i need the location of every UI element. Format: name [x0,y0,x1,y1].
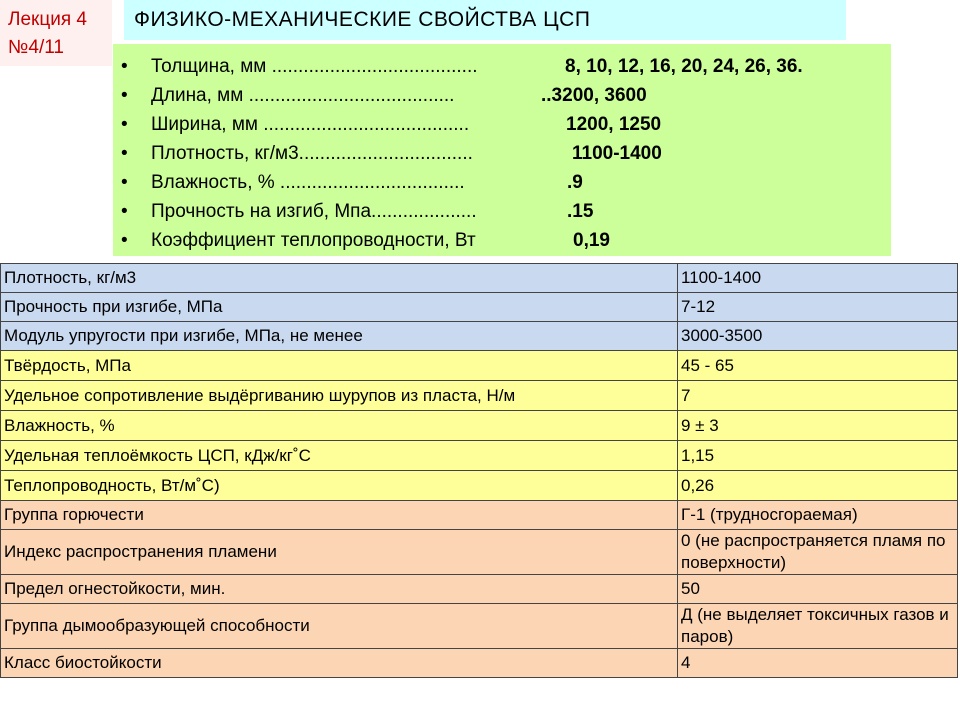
property-label: Коэффициент теплопроводности, Вт [151,230,476,251]
bullet-icon: • [121,230,128,251]
list-item [113,168,891,197]
list-item [113,226,891,255]
table-row [1,411,958,441]
table-cell-name: Прочность при изгибе, МПа [1,293,678,322]
property-value: .15 [567,201,594,222]
bullet-icon: • [121,114,128,135]
table-row [1,471,958,501]
table-cell-value: 1100-1400 [678,264,958,293]
property-label: Влажность, % ................................... [151,172,465,193]
table-row [1,604,958,649]
properties-list [113,44,891,256]
table-cell-value: 4 [678,649,958,678]
property-value: 1200, 1250 [566,114,662,135]
table-row [1,501,958,530]
list-item [113,139,891,168]
bullet-icon: • [121,56,128,77]
bullet-icon: • [121,143,128,164]
table-cell-name: Удельное сопротивление выдёргиванию шурупов из пласта, Н/м [1,381,678,411]
property-value: .9 [567,172,583,193]
table-cell-name: Класс биостойкости [1,649,678,678]
table-cell-value: 0 (не распространяется пламя по поверхности) [678,530,958,575]
properties-table [0,263,958,678]
property-label: Длина, мм ....................................... [151,85,455,106]
table-cell-value: Д (не выделяет токсичных газов и паров) [678,604,958,649]
table-cell-name: Группа дымообразующей способности [1,604,678,649]
bullet-icon: • [121,172,128,193]
table-cell-name: Модуль упругости при изгибе, МПа, не менее [1,322,678,351]
table-row [1,530,958,575]
table-row [1,575,958,604]
table-cell-name: Группа горючести [1,501,678,530]
lecture-number: Лекция 4 [8,9,87,30]
property-label: Плотность, кг/м3................................. [151,143,473,164]
table-cell-value: 3000-3500 [678,322,958,351]
table-cell-name: Индекс распространения пламени [1,530,678,575]
table-cell-value: 0,26 [678,471,958,501]
table-cell-name: Влажность, % [1,411,678,441]
table-row [1,293,958,322]
table-row [1,441,958,471]
table-cell-name: Теплопроводность, Вт/м˚С) [1,471,678,501]
table-row [1,264,958,293]
table-row [1,351,958,381]
lecture-label [0,0,112,66]
list-item [113,52,891,81]
bullet-icon: • [121,85,128,106]
list-item [113,110,891,139]
table-cell-value: 7-12 [678,293,958,322]
table-cell-name: Плотность, кг/м3 [1,264,678,293]
property-value: 0,19 [573,230,610,251]
slide-number: №4/11 [8,37,64,58]
table-row [1,381,958,411]
table-cell-value: 45 - 65 [678,351,958,381]
table-row [1,322,958,351]
slide-title: ФИЗИКО-МЕХАНИЧЕСКИЕ СВОЙСТВА ЦСП [124,0,846,40]
table-cell-name: Удельная теплоёмкость ЦСП, кДж/кг˚С [1,441,678,471]
table-cell-value: 7 [678,381,958,411]
bullet-icon: • [121,201,128,222]
table-cell-name: Твёрдость, МПа [1,351,678,381]
property-label: Прочность на изгиб, Мпа.................... [151,201,477,222]
table-cell-name: Предел огнестойкости, мин. [1,575,678,604]
property-value: 1100-1400 [572,143,662,164]
table-row [1,649,958,678]
list-item [113,81,891,110]
property-label: Толщина, мм ....................................... [151,56,478,77]
property-label: Ширина, мм ....................................... [151,114,470,135]
table-cell-value: 50 [678,575,958,604]
property-value: ..3200, 3600 [541,85,647,106]
table-cell-value: 1,15 [678,441,958,471]
list-item [113,197,891,226]
table-cell-value: 9 ± 3 [678,411,958,441]
table-cell-value: Г-1 (трудносгораемая) [678,501,958,530]
property-value: 8, 10, 12, 16, 20, 24, 26, 36. [565,56,803,77]
